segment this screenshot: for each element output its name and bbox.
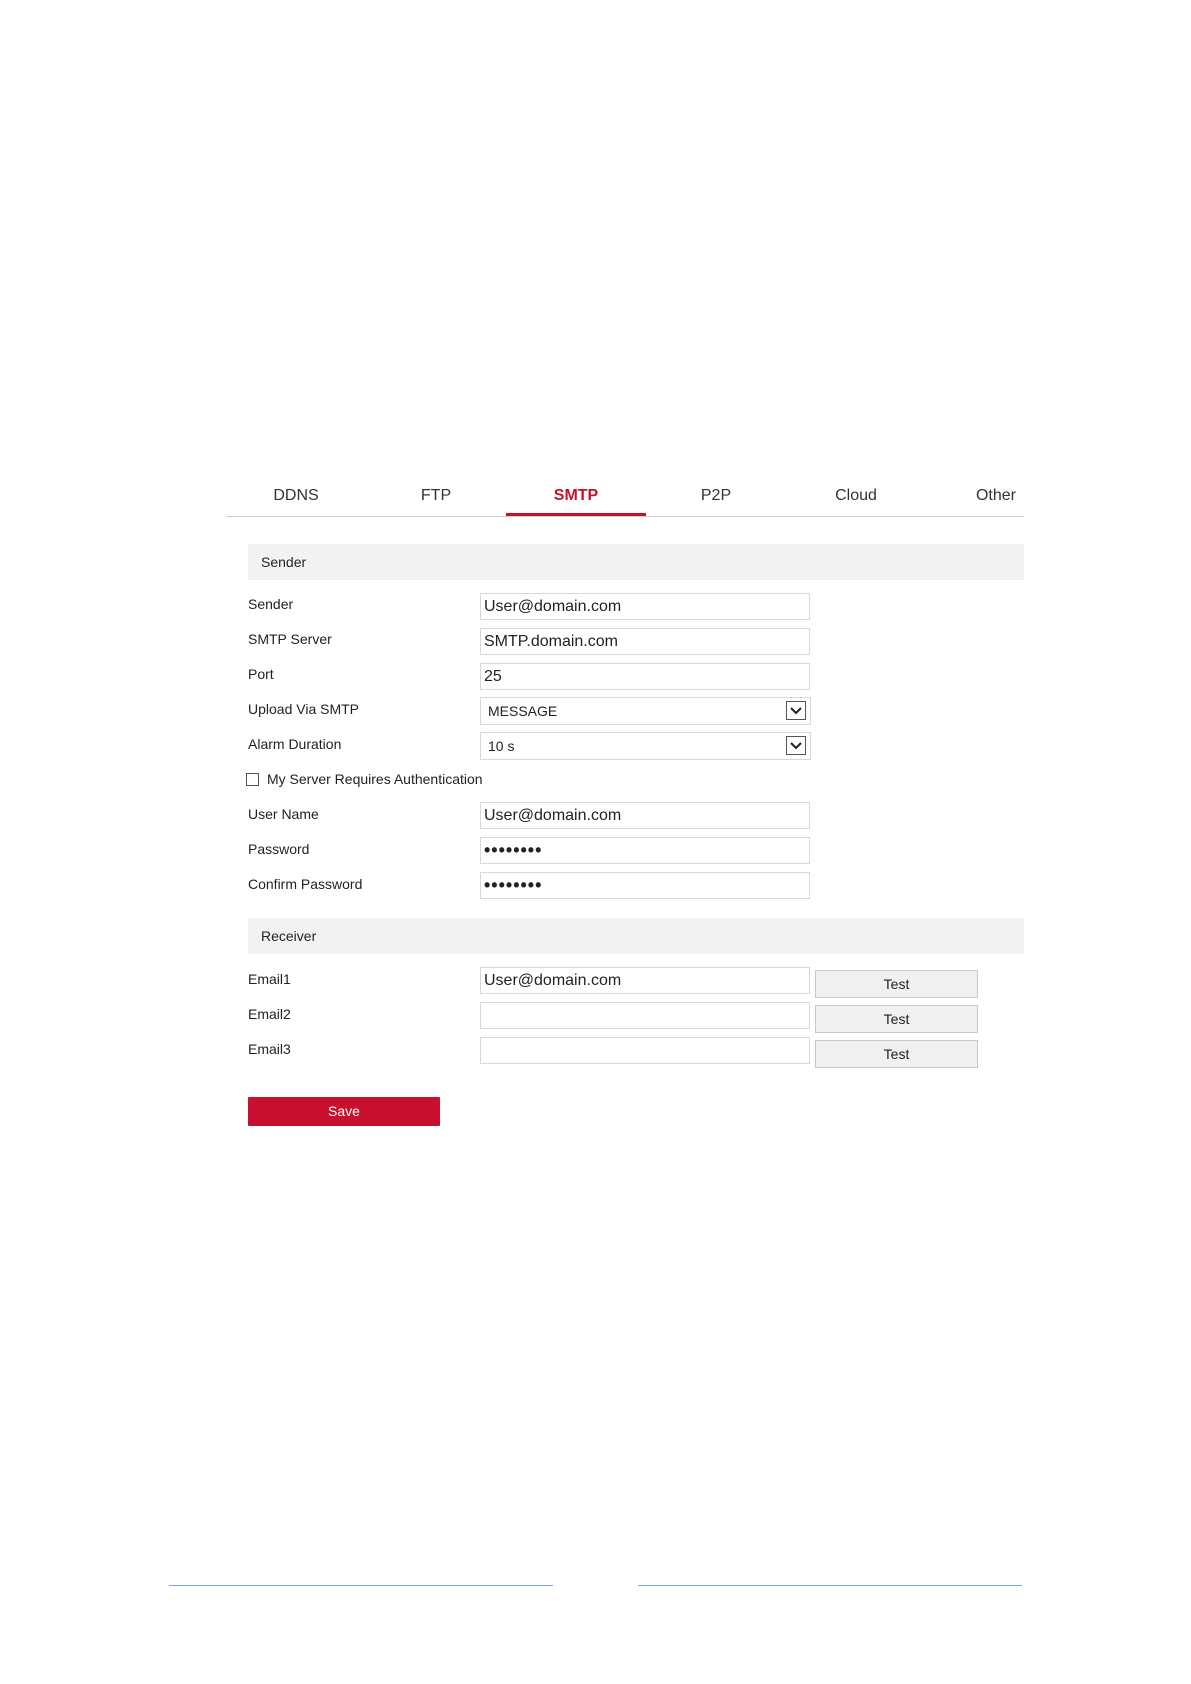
receiver-section-header: Receiver (248, 918, 1024, 954)
active-tab-indicator (506, 513, 646, 516)
confirm-password-label: Confirm Password (248, 876, 363, 892)
auth-checkbox-label: My Server Requires Authentication (267, 771, 483, 787)
port-input[interactable]: 25 (480, 663, 810, 690)
auth-checkbox-row[interactable] (246, 769, 483, 789)
email3-label: Email3 (248, 1041, 291, 1057)
upload-via-smtp-value: MESSAGE (488, 703, 558, 719)
confirm-password-input[interactable]: •••••••• (480, 872, 810, 899)
email1-test-button[interactable]: Test (815, 970, 978, 998)
save-button[interactable]: Save (248, 1097, 440, 1126)
email1-label: Email1 (248, 971, 291, 987)
port-label: Port (248, 666, 274, 682)
password-label: Password (248, 841, 310, 857)
email3-input[interactable] (480, 1037, 810, 1064)
email3-test-button[interactable]: Test (815, 1040, 978, 1068)
upload-via-smtp-label: Upload Via SMTP (248, 701, 360, 717)
chevron-down-icon[interactable] (786, 701, 806, 720)
password-input[interactable]: •••••••• (480, 837, 810, 864)
email2-label: Email2 (248, 1006, 291, 1022)
tab-smtp[interactable]: SMTP (553, 487, 599, 504)
footer-divider-right (638, 1585, 1022, 1586)
auth-checkbox[interactable] (246, 773, 259, 786)
user-name-input[interactable]: User@domain.com (480, 802, 810, 829)
tab-cloud[interactable]: Cloud (835, 487, 877, 504)
user-name-label: User Name (248, 806, 319, 822)
tab-bar (226, 480, 1024, 517)
sender-section-header: Sender (248, 544, 1024, 580)
footer-divider-left (169, 1585, 553, 1586)
email2-input[interactable] (480, 1002, 810, 1029)
upload-via-smtp-select[interactable] (480, 697, 811, 725)
tab-ftp[interactable]: FTP (420, 487, 452, 504)
alarm-duration-select[interactable] (480, 732, 811, 760)
tab-ddns[interactable]: DDNS (273, 487, 319, 504)
chevron-down-icon[interactable] (786, 736, 806, 755)
tab-other[interactable]: Other (975, 487, 1016, 504)
smtp-server-label: SMTP Server (248, 631, 332, 647)
smtp-server-input[interactable]: SMTP.domain.com (480, 628, 810, 655)
sender-label: Sender (248, 596, 294, 612)
email2-test-button[interactable]: Test (815, 1005, 978, 1033)
tab-p2p[interactable]: P2P (700, 487, 732, 504)
email1-input[interactable]: User@domain.com (480, 967, 810, 994)
sender-input[interactable]: User@domain.com (480, 593, 810, 620)
alarm-duration-label: Alarm Duration (248, 736, 342, 752)
alarm-duration-value: 10 s (488, 738, 515, 754)
